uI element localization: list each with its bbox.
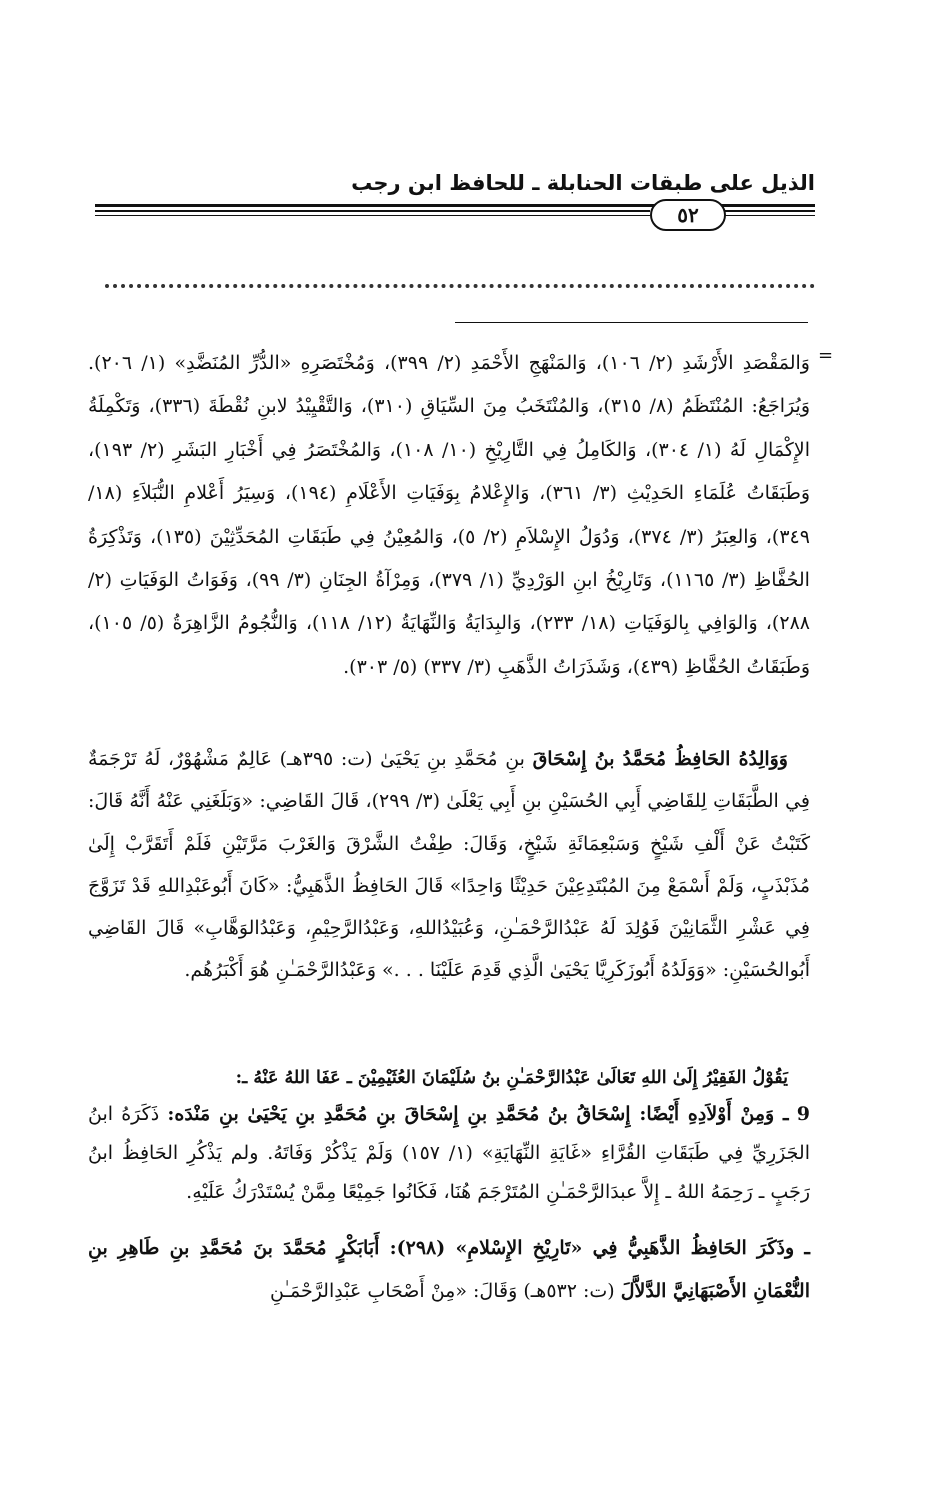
footnote-paragraph: وَالمَقْصَدِ الأَرْشَدِ (٢/ ١٠٦)، وَالمَنْهَجِ الأَحْمَدِ (٢/ ٣٩٩)، وَمُخْتَصَرِهِ «الدُّرِّ المُنَضَّدِ» (١/ ٢٠٦). وَيُرَاجَعُ: المُنْتَظَمُ (٨/ ٣١٥)، وَالمُنْتَخَبُ مِنَ السِّيَاقِ (٣١٠)، وَالتَّقْيِيْدُ لابنِ نُقْطَةَ (٣٣٦)، وَتَكْمِلَةُ الإِكْمَالِ لَهُ (١/ ٣٠٤)، وَالكَامِلُ فِي التَّارِيْخِ (١٠/ ١٠٨)، وَالمُخْتَصَرُ فِي أَخْبَارِ البَشَرِ (٢/ ١٩٣)، وَطَبَقَاتُ عُلَمَاءِ الحَدِيْثِ (٣/ ٣٦١)، وَالإِعْلامُ بِوَفَيَاتِ الأَعْلَامِ (١٩٤)، وَسِيَرُ أَعْلامِ النُّبَلاَءِ (١٨/ ٣٤٩)، وَالعِبَرُ (٣/ ٣٧٤)، وَدُوَلُ الإِسْلاَمِ (٢/ ٥)، وَالمُعِيْنُ فِي طَبَقَاتِ المُحَدِّثِيْنَ (١٣٥)، وَتَذْكِرَةُ الحُفَّاظِ (٣/ ١١٦٥)، وَتَارِيْخُ ابنِ الوَرْدِيِّ (١/ ٣٧٩)، وَمِرْآةُ الجِنَانِ (٣/ ٩٩)، وَفَوَاتُ الوَفَيَاتِ (٢/ ٢٨٨)، وَالوَافِي بِالوَفَيَاتِ (١٨/ ٢٣٣)، وَالبِدَايَةُ وَالنِّهَايَةُ (١٢/ ١١٨)، وَالنُّجُومُ الزَّاهِرَةُ (٥/ ١٠٥)، وَطَبَقَاتُ الحُفَّاظِ (٤٣٩)، وَشَذَرَاتُ الذَّهَبِ (٣/ ٣٣٧) (٥/ ٣٠٣).: [88, 352, 811, 678]
dotted-separator: [105, 284, 815, 288]
father-body: بنِ مُحَمَّدِ بنِ يَحْيَىٰ (ت: ٣٩٥هـ) عَالِمٌ مَشْهُوْرٌ، لَهُ تَرْجَمَةٌ فِي الطَّبَقَاتِ لِلقَاضِي أَبِي الحُسَيْنِ بنِ أَبِي يَعْلَىٰ (٣/ ٢٩٩)، قَالَ القَاضِي: «وَبَلَغَنِي عَنْهُ أَنَّهُ قَالَ: كَتَبْتُ عَنْ أَلْفِ شَيْخٍ وَسَبْعِمَائَةِ شَيْخٍ، وَقَالَ: طِفْتُ الشَّرْقَ وَالغَرْبَ مَرَّتَيْنِ فَلَمْ أَتَقَرَّبْ إِلَىٰ مُذَبْذَبٍ، وَلَمْ أَسْمَعْ مِنَ المُبْتَدِعِيْنَ حَدِيْثًا وَاحِدًا» قَالَ الحَافِظُ الذَّهَبِيُّ: «كَانَ أَبُوعَبْدِاللهِ قَدْ تَزَوَّجَ فِي عَشْرِ الثَّمَانِيْنَ فَوُلِدَ لَهُ عَبْدُالرَّحْمَـٰنِ، وَعُبَيْدُاللهِ، وَعَبْدُالرَّحِيْمِ، وَعَبْدُالوَهَّابِ» قَالَ القَاضِي أَبُوالحُسَيْنِ: «وَوَلَدُهُ أَبُوزَكَرِيَّا يَحْيَىٰ الَّذِي قَدِمَ عَلَيْنَا . . .» وَعَبْدُالرَّحْمَـٰنِ هُوَ أَكْبَرُهُم.: [88, 748, 811, 982]
entry-body: ذَكَرَهُ ابنُ الجَزَرِيِّ فِي طَبَقَاتِ القُرَّاءِ «غَايَةِ النِّهَايَةِ» (١/ ١٥٧) وَلَمْ يَذْكُرْ وَفَاتَهُ. ولم يَذْكُرِ الحَافِظُ ابنُ رَجَبٍ ـ رَحِمَهُ اللهُ ـ إِلاَّ عبدَالرَّحْمَـٰنِ المُتَرْجَمَ هُنَا، فَكَانُوا جَمِيْعًا مِمَّنْ يُسْتَدْرَكُ عَلَيْهِ.: [88, 1103, 810, 1203]
entry-number: 9: [796, 1103, 810, 1125]
header-rule-left-thin: [95, 215, 650, 216]
dhahabi-body: (ت: ٥٣٢هـ) وَقَالَ: «مِنْ أَصْحَابِ عَبْدِالرَّحْمَـٰنِ: [269, 1280, 621, 1302]
footnote-text: [88, 342, 810, 689]
entry-lead: ـ وَمِنْ أَوْلاَدِهِ أَيْضًا: إِسْحَاقُ بنُ مُحَمَّدِ بنِ إِسْحَاقَ بنِ مُحَمَّدِ بنِ يَحْيَىٰ بنِ مَنْدَه:: [167, 1103, 789, 1125]
header-rule-right-thin: [724, 215, 815, 216]
page-number-badge: ٥٢: [650, 199, 726, 231]
header-rule-left: [95, 210, 650, 212]
footnote-rule: [455, 322, 808, 323]
entry-paragraph: [88, 1095, 810, 1212]
dhahabi-paragraph: [88, 1227, 810, 1313]
author-note: [88, 1059, 810, 1097]
father-paragraph: [88, 738, 810, 992]
running-header-title: الذيل على طبقات الحنابلة ـ للحافظ ابن رجب: [351, 171, 815, 195]
author-note-text: يَقُوْلُ الفَقِيْرُ إِلَىٰ اللهِ تَعَالَىٰ عَبْدُالرَّحْمَـٰنِ بنُ سُلَيْمَانَ العُثَيْمِيْنَ ـ عَفَا اللهُ عَنْهُ ـ:: [235, 1068, 788, 1088]
footnote-continuation-mark: =: [818, 345, 834, 366]
header-rule-right: [724, 210, 815, 212]
father-lead: وَوَالِدُهُ الحَافِظُ مُحَمَّدُ بنُ إِسْحَاقَ: [532, 748, 788, 770]
dhahabi-lead: ـ وذَكَرَ الحَافِظُ الذَّهَبِيُّ فِي «تَارِيْخِ الإِسْلامِ» (٢٩٨): أَبَابَكْرٍ مُحَمَّدَ بنَ مُحَمَّدِ بنِ طَاهِرِ بنِ النُّعْمَانِ الأَصْبَهَانِيَّ الدَّلاَّلَ: [88, 1237, 810, 1302]
